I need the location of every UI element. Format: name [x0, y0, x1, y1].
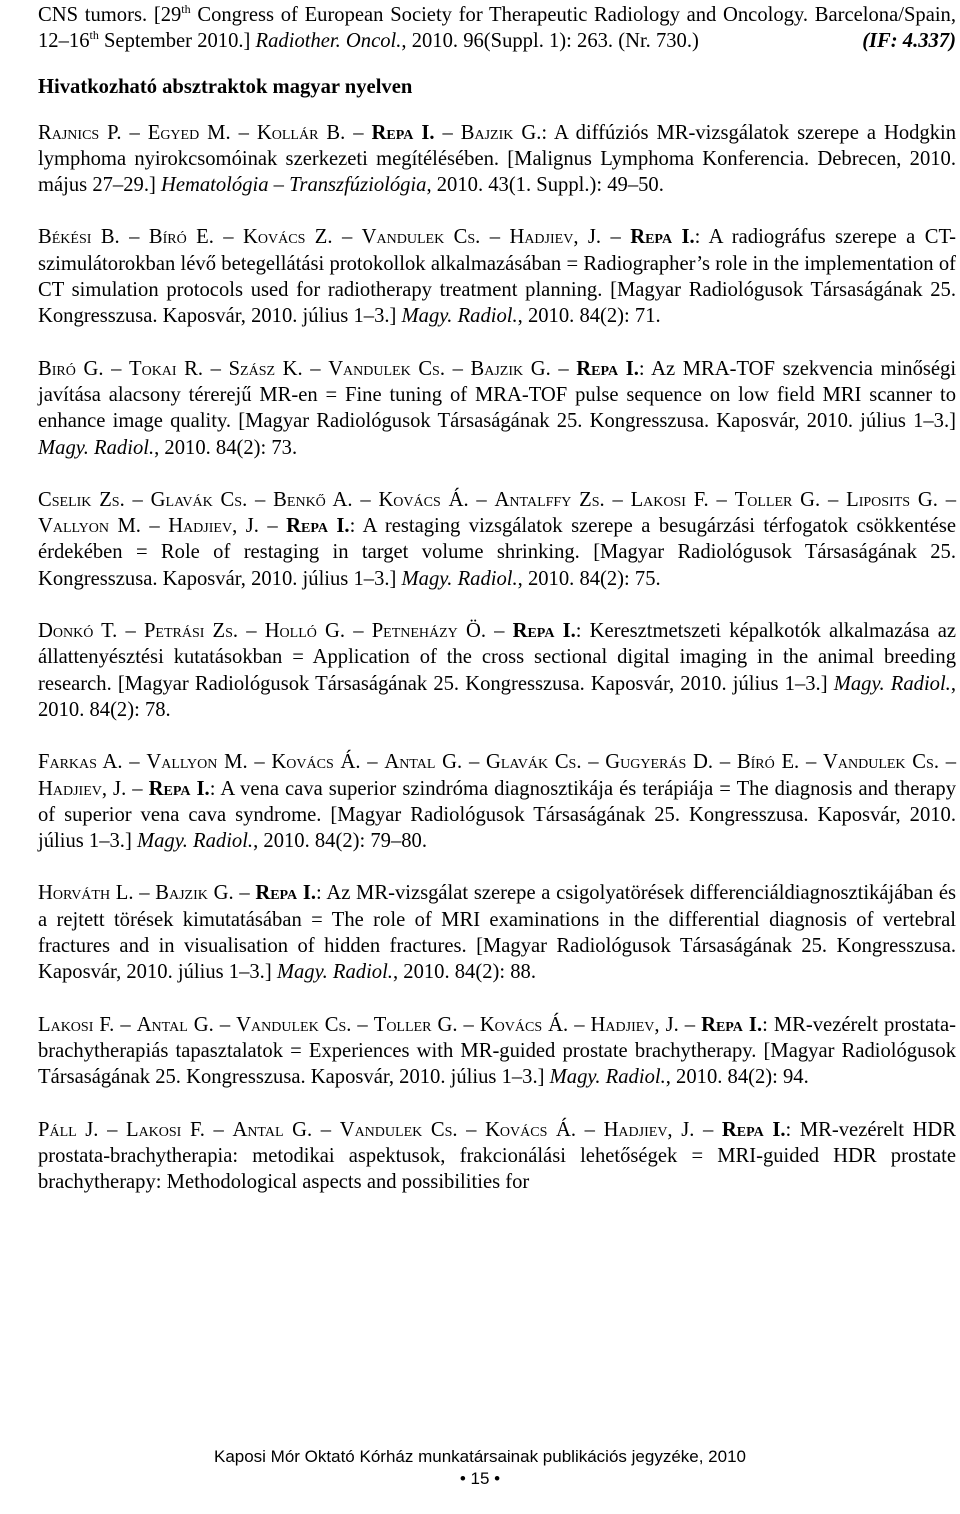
author-name: Bajzik G.	[470, 357, 551, 380]
reference-entry: Donkó T. – Petrási Zs. – Holló G. – Petneházy Ö. – Repa I.: Keresztmetszeti képalkotók alkalmazása az állattenyésztési kutatásokban = Application of the cross sectional digital imaging in the animal breeding research. [Magyar Radiológusok Társaságának 25. Kongresszusa. Kaposvár, 2010. július 1–3.] Magy. Radiol., 2010. 84(2): 78.	[38, 620, 957, 721]
author-name: Tokai R.	[129, 357, 204, 380]
highlighted-author: Repa I.	[721, 1118, 786, 1141]
reference-list	[38, 120, 956, 1196]
journal-name: Magy. Radiol.	[401, 305, 518, 328]
author-name: Páll J.	[38, 1118, 99, 1141]
top-entry-text: , 2010. 96(Suppl. 1): 263. (Nr. 730.)	[401, 30, 699, 53]
journal-name: Magy. Radiol.	[38, 436, 155, 459]
author-name: Bíró E.	[736, 751, 800, 774]
reference-text: : Keresztmetszeti képalkotók alkalmazása az állattenyésztési kutatásokban = Application of the cross sectional digital imaging in the animal breeding research. [Magyar Radiológusok Társaságának 25. Kongresszusa. Kaposvár, 2010. július 1–3.]	[38, 620, 957, 695]
highlighted-author: Repa I.	[512, 620, 576, 643]
author-name: Kovács Z.	[243, 226, 333, 249]
author-name: Horváth L.	[38, 882, 134, 905]
author-name: Gugyerás D.	[605, 751, 714, 774]
author-name: Toller G.	[734, 488, 821, 511]
author-name: Glavák Cs.	[486, 751, 582, 774]
citation-details: , 2010. 84(2): 73.	[154, 436, 298, 459]
journal-name: Magy. Radiol.	[833, 672, 951, 695]
citation-details: , 2010. 84(2): 78.	[38, 672, 956, 721]
author-name: Hadjiev, J.	[603, 1118, 695, 1141]
highlighted-author: Repa I.	[148, 777, 210, 800]
reference-text: : A vena cava superior szindróma diagnosztikája és terápiája = The diagnosis and therapy of superior vena cava syndrome. [Magyar Radiológusok Társaságának 25. Kongresszusa. Kaposvár, 2010. július 1–3.]	[38, 777, 957, 853]
reference-entry: Békési B. – Bíró E. – Kovács Z. – Vandulek Cs. – Hadjiev, J. – Repa I.: A radiográfus szerepe a CT-szimulátorokban lévő betegellátási protokollok alkalmazásában = Radiographer’s role in the implementation of CT simulation protocols used for radiotherapy treatment planning. [Magyar Radiológusok Társaságának 25. Kongresszusa. Kaposvár, 2010. július 1–3.] Magy. Radiol., 2010. 84(2): 71.	[38, 226, 957, 328]
journal-name: Magy. Radiol.	[549, 1066, 666, 1089]
reference-entry: Páll J. – Lakosi F. – Antal G. – Vandulek Cs. – Kovács Á. – Hadjiev, J. – Repa I.: MR-vezérelt HDR prostata-brachytherapia: metodikai aspektusok, frakcionálási lehetőségek = MRI-guided HDR prostate brachytherapy: Methodological aspects and possibilities for	[38, 1118, 957, 1194]
author-name: Vallyon M.	[38, 515, 141, 538]
top-entry-text: 16	[68, 30, 90, 53]
author-name: Hadjiev, J.	[590, 1013, 679, 1036]
section-title: Hivatkozható absztraktok magyar nyelven	[38, 75, 413, 98]
page-footer	[0, 1447, 960, 1489]
author-name: Holló G.	[264, 620, 346, 643]
author-name: Benkő A.	[273, 488, 353, 511]
top-entry-text: September 2010.]	[98, 30, 256, 53]
reference-text: : Az MR-vizsgálat szerepe a csigolyatörések differenciáldiagnosztikájában és a rejtett törések kimutatásában = The role of MRI examinations in the differential diagnosis of vertebral fractures and in visualisation of hidden fractures. [Magyar Radiológusok Társaságának 25. Kongresszusa. Kaposvár, 2010. július 1–3.]	[38, 882, 957, 984]
highlighted-author: Repa I.	[701, 1013, 763, 1036]
citation-details: , 2010. 84(2): 75.	[517, 567, 661, 590]
author-name: Hadjiev, J.	[168, 515, 259, 538]
document-page	[38, 0, 956, 1221]
reference-entry: Biró G. – Tokai R. – Szász K. – Vandulek Cs. – Bajzik G. – Repa I.: Az MRA-TOF szekvencia minőségi javítása alacsony térerejű MR-en = Fine tuning of MRA-TOF pulse sequence on low field MRI scanner to enhance image quality. [Magyar Radiológusok Társaságának 25. Kongresszusa. Kaposvár, 2010. július 1–3.] Magy. Radiol., 2010. 84(2): 73.	[38, 357, 957, 459]
highlighted-author: Repa I.	[630, 226, 695, 249]
author-name: Kovács Á.	[479, 1013, 569, 1036]
author-name: Petrási Zs.	[143, 620, 239, 643]
journal-name: Hematológia – Transzfúziológia	[160, 174, 427, 197]
citation-details: , 2010. 84(2): 79–80.	[253, 830, 427, 853]
superscript: th	[89, 28, 99, 43]
citation-details: , 2010. 84(2): 71.	[517, 305, 661, 328]
author-name: Lakosi F.	[630, 488, 709, 511]
highlighted-author: Repa I.	[371, 121, 435, 144]
author-name: Glavák Cs.	[150, 488, 248, 511]
author-name: Kovács Á.	[485, 1118, 577, 1141]
author-name: Donkó T.	[38, 620, 118, 643]
reference-entry: Farkas A. – Vallyon M. – Kovács Á. – Antal G. – Glavák Cs. – Gugyerás D. – Bíró E. – Vandulek Cs. – Hadjiev, J. – Repa I.: A vena cava superior szindróma diagnosztikája és terápiája = The diagnosis and therapy of superior vena cava syndrome. [Magyar Radiológusok Társaságának 25. Kongresszusa. Kaposvár, 2010. július 1–3.] Magy. Radiol., 2010. 84(2): 79–80.	[38, 751, 957, 853]
citation-details: , 2010. 84(2): 88.	[392, 961, 536, 984]
author-name: Hadjiev, J.	[509, 226, 602, 249]
top-entry-text: CNS tumors. [29	[38, 4, 182, 26]
author-name: Petneházy Ö.	[371, 620, 486, 643]
author-name: Antal G.	[136, 1013, 214, 1036]
journal-name: Magy. Radiol.	[136, 830, 254, 853]
highlighted-author: Repa I.	[576, 357, 639, 380]
reference-text: : A restaging vizsgálatok szerepe a besugárzási térfogatok csökkentése érdekében = Role of restaging in target volume shrinking. [Magyar Radiológusok Társaságának 25. Kongresszusa. Kaposvár, 2010. július 1–3.]	[38, 515, 957, 590]
reference-text: : MR-vezérelt HDR prostata-brachytherapia: metodikai aspektusok, frakcionálási lehetőségek = MRI-guided HDR prostate brachytherapy: Methodological aspects and possibilities for	[38, 1118, 957, 1194]
author-name: Vandulek Cs.	[236, 1013, 352, 1036]
footer-title: Kaposi Mór Oktató Kórház munkatársainak publikációs jegyzéke, 2010	[213, 1447, 746, 1466]
top-entry-text: Congress of European Society for Therapeutic Radiology and Oncology. Barcelona/Spain, 12	[38, 4, 957, 53]
author-name: Bajzik G.	[155, 882, 234, 905]
author-name: Antalffy Zs.	[494, 488, 605, 511]
author-name: Vandulek Cs.	[823, 751, 939, 774]
author-name: Vallyon M.	[146, 751, 248, 774]
journal-name: Magy. Radiol.	[276, 961, 393, 984]
author-name: Lakosi F.	[38, 1013, 115, 1036]
reference-text: : Az MRA-TOF szekvencia minőségi javítása alacsony térerejű MR-en = Fine tuning of MRA-TOF pulse sequence on low field MRI scanner to enhance image quality. [Magyar Radiológusok Társaságának 25. Kongresszusa. Kaposvár, 2010. július 1–3.]	[38, 357, 957, 433]
reference-entry: Lakosi F. – Antal G. – Vandulek Cs. – Toller G. – Kovács Á. – Hadjiev, J. – Repa I.: MR-vezérelt prostata-brachytherapiás tapasztalatok = Experiences with MR-guided prostate brachytherapy. [Magyar Radiológusok Társaságának 25. Kongresszusa. Kaposvár, 2010. július 1–3.] Magy. Radiol., 2010. 84(2): 94.	[38, 1013, 956, 1089]
reference-text: : MR-vezérelt prostata-brachytherapiás tapasztalatok = Experiences with MR-guided prostate brachytherapy. [Magyar Radiológusok Társaságának 25. Kongresszusa. Kaposvár, 2010. július 1–3.]	[38, 1013, 956, 1089]
author-name: Vandulek Cs.	[339, 1118, 458, 1141]
page-number: • 15 •	[459, 1469, 501, 1488]
superscript: th	[181, 2, 191, 16]
reference-text: : A diffúziós MR-vizsgálatok szerepe a Hodgkin lymphoma nyirokcsomóinak szerkezeti megítélésében. [Malignus Lymphoma Konferencia. Debrecen, 2010. május 27–29.]	[38, 121, 957, 197]
journal-name: Magy. Radiol.	[401, 567, 518, 590]
reference-entry: Horváth L. – Bajzik G. – Repa I.: Az MR-vizsgálat szerepe a csigolyatörések differenciáldiagnosztikájában és a rejtett törések kimutatásában = The role of MRI examinations in the differential diagnosis of vertebral fractures and in visualisation of hidden fractures. [Magyar Radiológusok Társaságának 25. Kongresszusa. Kaposvár, 2010. július 1–3.] Magy. Radiol., 2010. 84(2): 88.	[38, 882, 957, 984]
author-name: Kovács Á.	[271, 751, 361, 774]
journal-name: Radiother. Oncol.	[255, 30, 402, 53]
author-name: Liposits G.	[846, 488, 938, 511]
author-name: Szász K.	[228, 357, 303, 380]
citation-details: , 2010. 43(1. Suppl.): 49–50.	[426, 174, 664, 197]
author-name: Lakosi F.	[125, 1118, 205, 1141]
author-name: Vandulek Cs.	[328, 357, 445, 380]
citation-details: , 2010. 84(2): 94.	[665, 1066, 809, 1089]
top-entry: CNS tumors. [29th Congress of European Society for Therapeutic Radiology and Oncology. Barcelona/Spain, 12–16th September 2010.] Radiother. Oncol., 2010. 96(Suppl. 1): 263. (Nr. 730.) (IF: 4.337)	[38, 2, 956, 55]
highlighted-author: Repa I.	[255, 882, 317, 905]
highlighted-author: Repa I.	[286, 515, 350, 538]
author-name: Kollár B.	[256, 121, 346, 144]
reference-entry: Rajnics P. – Egyed M. – Kollár B. – Repa I. – Bajzik G.: A diffúziós MR-vizsgálatok szerepe a Hodgkin lymphoma nyirokcsomóinak szerkezeti megítélésében. [Malignus Lymphoma Konferencia. Debrecen, 2010. május 27–29.] Hematológia – Transzfúziológia, 2010. 43(1. Suppl.): 49–50.	[38, 121, 957, 197]
author-name: Bajzik G.	[460, 121, 542, 144]
author-name: Kovács Á.	[378, 488, 469, 511]
author-name: Biró G.	[38, 357, 104, 380]
author-name: Cselik Zs.	[38, 488, 125, 511]
author-name: Békési B.	[38, 226, 120, 249]
author-name: Antal G.	[384, 751, 463, 774]
author-name: Antal G.	[232, 1118, 313, 1141]
author-name: Bíró E.	[148, 226, 214, 249]
author-name: Hadjiev, J.	[38, 777, 127, 800]
reference-text: : A radiográfus szerepe a CT-szimulátorokban lévő betegellátási protokollok alkalmazásában = Radiographer’s role in the implementation of CT simulation protocols used for radiotherapy treatment planning. [Magyar Radiológusok Társaságának 25. Kongresszusa. Kaposvár, 2010. július 1–3.]	[38, 226, 957, 328]
author-name: Toller G.	[373, 1013, 458, 1036]
author-name: Farkas A.	[38, 751, 123, 774]
author-name: Vandulek Cs.	[361, 226, 481, 249]
reference-entry: Cselik Zs. – Glavák Cs. – Benkő A. – Kovács Á. – Antalffy Zs. – Lakosi F. – Toller G. – Liposits G. – Vallyon M. – Hadjiev, J. – Repa I.: A restaging vizsgálatok szerepe a besugárzási térfogatok csökkentése érdekében = Role of restaging in target volume shrinking. [Magyar Radiológusok Társaságának 25. Kongresszusa. Kaposvár, 2010. július 1–3.] Magy. Radiol., 2010. 84(2): 75.	[38, 488, 957, 590]
author-name: Egyed M.	[147, 121, 231, 144]
impact-factor: (IF: 4.337)	[862, 30, 956, 53]
author-name: Rajnics P.	[38, 121, 122, 144]
